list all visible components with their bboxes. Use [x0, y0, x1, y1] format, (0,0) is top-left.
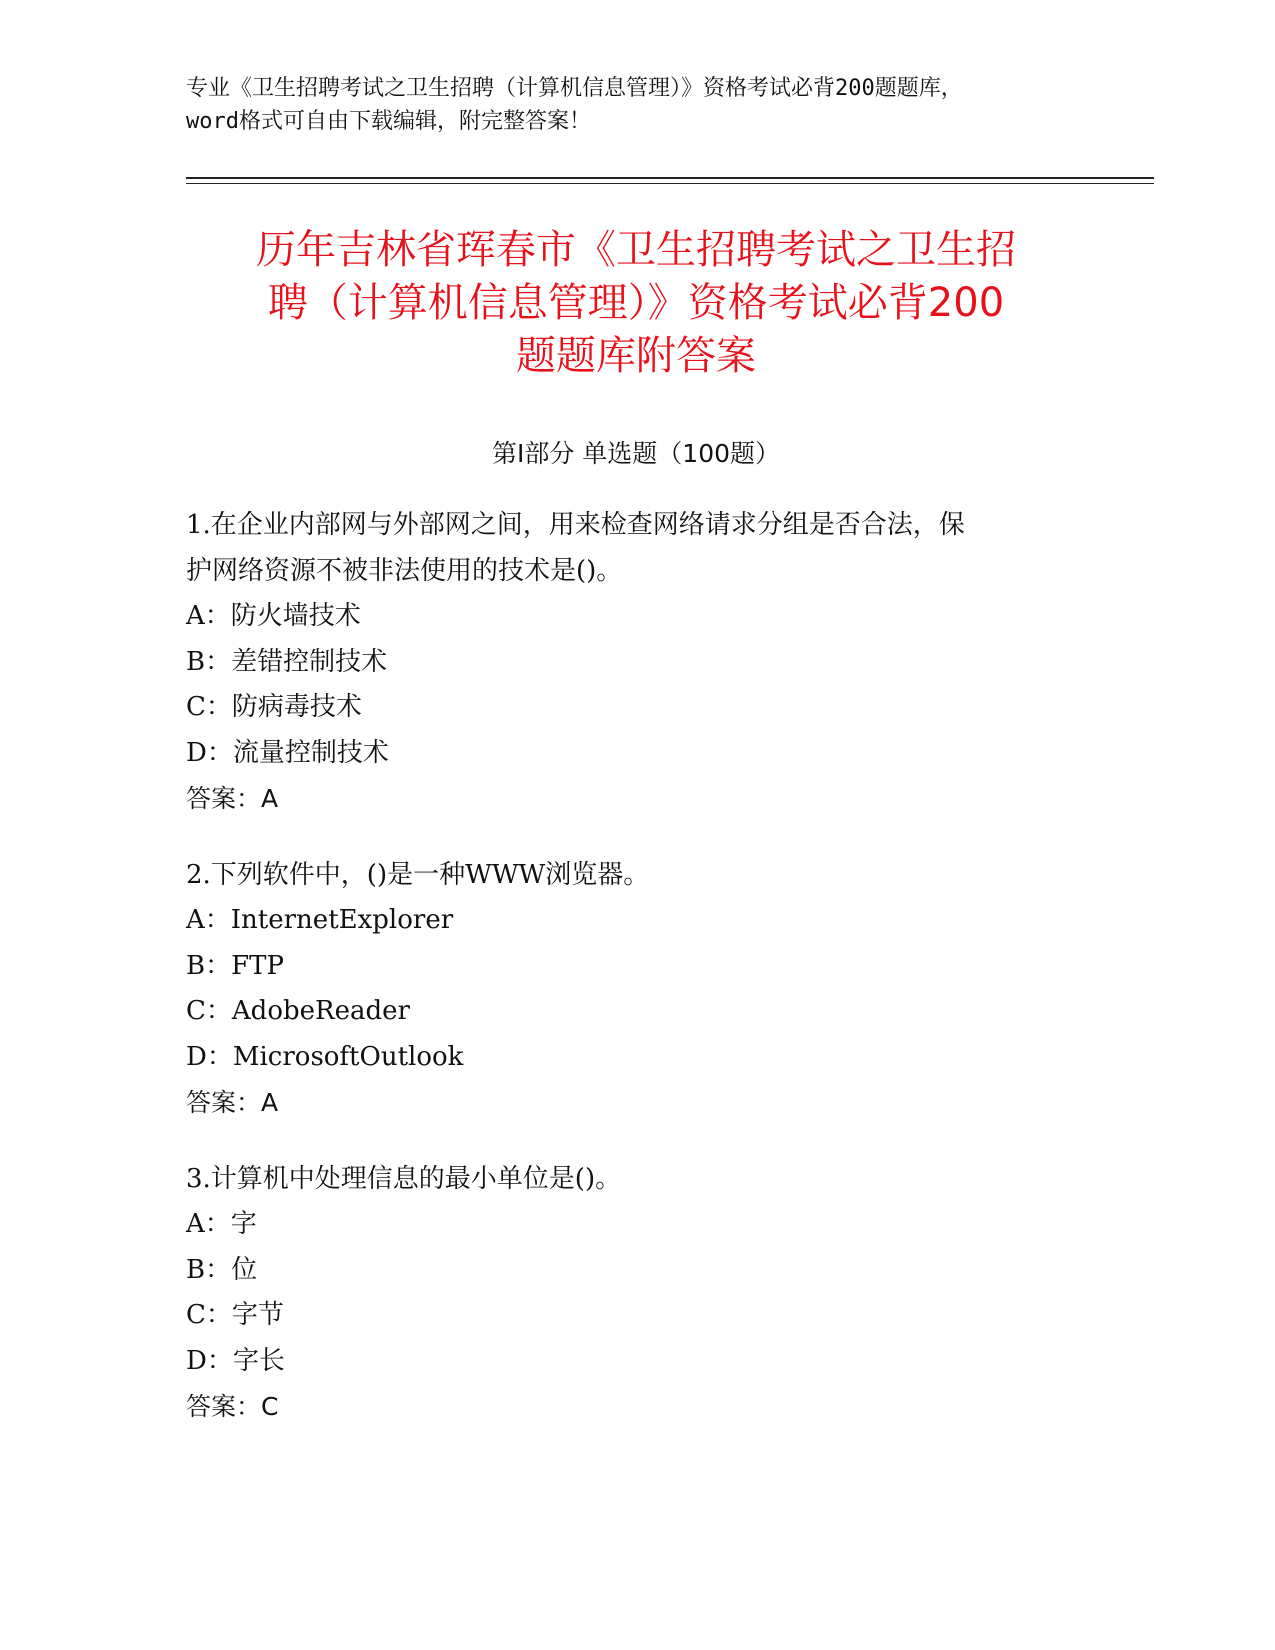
- option-a: [186, 1202, 1066, 1248]
- option-letter: B：: [186, 646, 232, 677]
- document-title: [186, 224, 1086, 383]
- option-letter: A：: [186, 905, 231, 935]
- question-stem: 2.下列软件中，()是一种WWW浏览器。: [186, 860, 650, 890]
- option-text: InternetExplorer: [230, 905, 454, 935]
- option-d: [186, 1339, 1066, 1385]
- answer-value: A: [261, 1088, 279, 1117]
- answer-label: 答案：: [186, 1392, 262, 1421]
- option-text: AdobeReader: [231, 996, 410, 1026]
- answer-line: [186, 776, 1066, 822]
- answer-label: 答案：: [186, 1088, 262, 1117]
- option-text: 位: [231, 1254, 258, 1285]
- option-c: [186, 685, 1066, 731]
- option-letter: A：: [186, 1209, 231, 1239]
- option-text: 字: [230, 1209, 257, 1239]
- question-stem: 1.在企业内部网与外部网之间，用来检查网络请求分组是否合法，保: [186, 510, 965, 540]
- option-a: [186, 594, 1066, 640]
- title-line-1: 历年吉林省珲春市《卫生招聘考试之卫生招: [256, 227, 1016, 273]
- option-text: 字长: [232, 1345, 285, 1376]
- option-b: [186, 640, 1066, 686]
- option-letter: D：: [186, 1345, 233, 1376]
- option-a: [186, 898, 1066, 944]
- option-text: 流量控制技术: [232, 737, 389, 768]
- option-letter: B：: [186, 1254, 232, 1285]
- option-text: 差错控制技术: [231, 646, 388, 677]
- answer-line: [186, 1080, 1066, 1126]
- option-c: [186, 1293, 1066, 1339]
- answer-line: [186, 1384, 1066, 1430]
- answer-value: A: [261, 784, 279, 813]
- option-d: [186, 1035, 1066, 1081]
- option-letter: C：: [186, 1300, 232, 1330]
- option-text: 字节: [231, 1300, 284, 1330]
- option-letter: C：: [186, 996, 232, 1026]
- option-letter: D：: [186, 737, 233, 768]
- question-stem: 3.计算机中处理信息的最小单位是()。: [186, 1164, 622, 1194]
- question-2: [186, 852, 1066, 1126]
- header-divider-thin: [186, 183, 1154, 184]
- option-b: [186, 1248, 1066, 1294]
- title-line-2: 聘（计算机信息管理）》资格考试必背200: [267, 280, 1005, 326]
- intro-line-2: word格式可自由下载编辑，附完整答案！: [186, 109, 591, 134]
- question-1: [186, 502, 1066, 822]
- answer-value: C: [261, 1392, 279, 1421]
- option-text: 防火墙技术: [230, 601, 361, 631]
- header-divider-thick: [186, 177, 1154, 179]
- option-d: [186, 731, 1066, 777]
- intro-line-1: 专业《卫生招聘考试之卫生招聘（计算机信息管理）》资格考试必背200题题库，: [186, 76, 963, 101]
- option-letter: C：: [186, 692, 232, 722]
- option-text: 防病毒技术: [231, 692, 362, 722]
- option-b: [186, 944, 1066, 990]
- option-c: [186, 989, 1066, 1035]
- title-line-3: 题题库附答案: [516, 333, 756, 379]
- section-heading: 第Ⅰ部分 单选题（100题）: [491, 439, 781, 468]
- intro-text: [186, 72, 1086, 138]
- answer-label: 答案：: [186, 784, 262, 813]
- question-stem: 护网络资源不被非法使用的技术是()。: [186, 556, 623, 586]
- question-3: [186, 1156, 1066, 1430]
- option-letter: D：: [186, 1041, 233, 1072]
- option-letter: B：: [186, 950, 232, 981]
- option-text: MicrosoftOutlook: [232, 1041, 464, 1072]
- option-letter: A：: [186, 601, 231, 631]
- option-text: FTP: [231, 950, 284, 981]
